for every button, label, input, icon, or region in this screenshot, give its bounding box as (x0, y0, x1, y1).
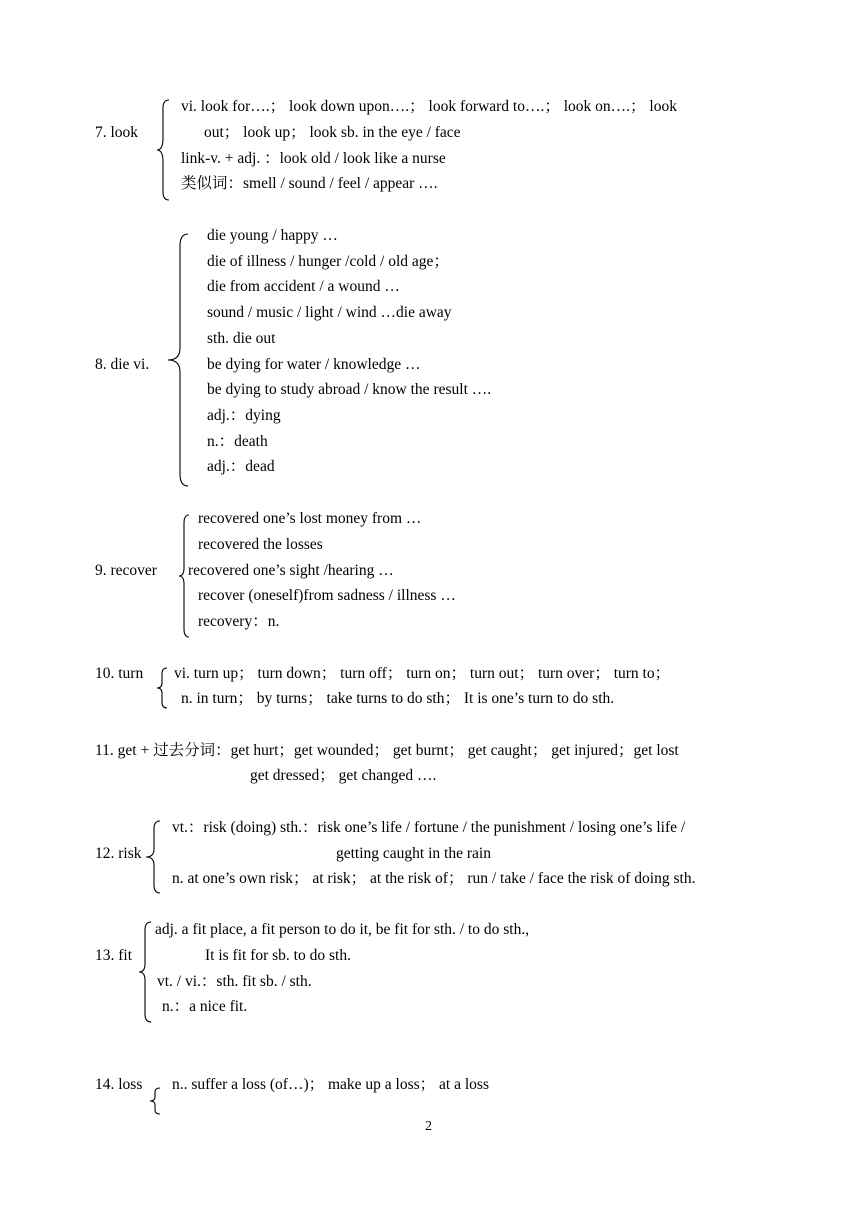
brace-look (157, 100, 171, 200)
page-number: 2 (425, 1119, 432, 1134)
look-line-1: vi. look for….； look down upon….； look forward to….； look on….； look (181, 98, 677, 115)
entry-die-head: 8. die vi. (95, 356, 150, 373)
turn-line-2: n. in turn； by turns； take turns to do sth； It is one’s turn to do sth. (181, 690, 615, 707)
recover-line-4: recover (oneself)from sadness / illness … (198, 587, 456, 604)
get-line-2: get dressed； get changed …. (250, 767, 437, 784)
turn-line-1: vi. turn up； turn down； turn off； turn on； turn out； turn over； turn to； (174, 665, 671, 682)
brace-die (168, 234, 190, 486)
die-line-6: be dying for water / knowledge … (207, 356, 421, 373)
risk-line-1: vt.：risk (doing) sth.：risk one’s life / fortune / the punishment / losing one’s life / (172, 819, 686, 836)
look-line-2: out； look up； look sb. in the eye / face (204, 124, 461, 141)
look-line-3: link-v. + adj. ：look old / look like a nurse (181, 150, 446, 167)
loss-line-1: n.. suffer a loss (of…)； make up a loss； at a loss (172, 1076, 489, 1093)
die-line-8: adj.：dying (207, 407, 281, 424)
look-line-4: 类似词：smell / sound / feel / appear …. (181, 175, 438, 192)
die-line-2: die of illness / hunger /cold / old age； (207, 253, 449, 270)
die-line-1: die young / happy … (207, 227, 338, 244)
entry-risk-head: 12. risk (95, 845, 142, 862)
die-line-3: die from accident / a wound … (207, 278, 400, 295)
recover-line-3: recovered one’s sight /hearing … (188, 562, 394, 579)
entry-loss-head: 14. loss (95, 1076, 143, 1093)
recover-line-5: recovery：n. (198, 613, 280, 630)
brace-risk (146, 821, 162, 893)
entry-turn-head: 10. turn (95, 665, 144, 682)
entry-look-head: 7. look (95, 124, 139, 141)
entry-fit-head: 13. fit (95, 947, 133, 964)
fit-line-3: vt. / vi.：sth. fit sb. / sth. (157, 973, 312, 990)
risk-line-2: getting caught in the rain (336, 845, 491, 862)
recover-line-1: recovered one’s lost money from … (198, 510, 422, 527)
risk-line-3: n. at one’s own risk； at risk； at the risk of； run / take / face the risk of doing sth. (172, 870, 696, 887)
brace-turn (157, 668, 169, 708)
brace-loss (150, 1088, 162, 1114)
die-line-5: sth. die out (207, 330, 276, 347)
entry-recover-head: 9. recover (95, 562, 157, 579)
get-line-1: 11. get + 过去分词：get hurt；get wounded； get burnt； get caught； get injured；get lost (95, 742, 679, 759)
recover-line-2: recovered the losses (198, 536, 323, 553)
brace-fit (139, 922, 153, 1022)
fit-line-4: n.：a nice fit. (162, 998, 248, 1015)
die-line-10: adj.：dead (207, 458, 275, 475)
die-line-4: sound / music / light / wind …die away (207, 304, 452, 321)
fit-line-1: adj. a fit place, a fit person to do it, be fit for sth. / to do sth., (155, 921, 530, 938)
fit-line-2: It is fit for sb. to do sth. (205, 947, 351, 964)
die-line-7: be dying to study abroad / know the result …. (207, 381, 492, 398)
die-line-9: n.：death (207, 433, 268, 450)
